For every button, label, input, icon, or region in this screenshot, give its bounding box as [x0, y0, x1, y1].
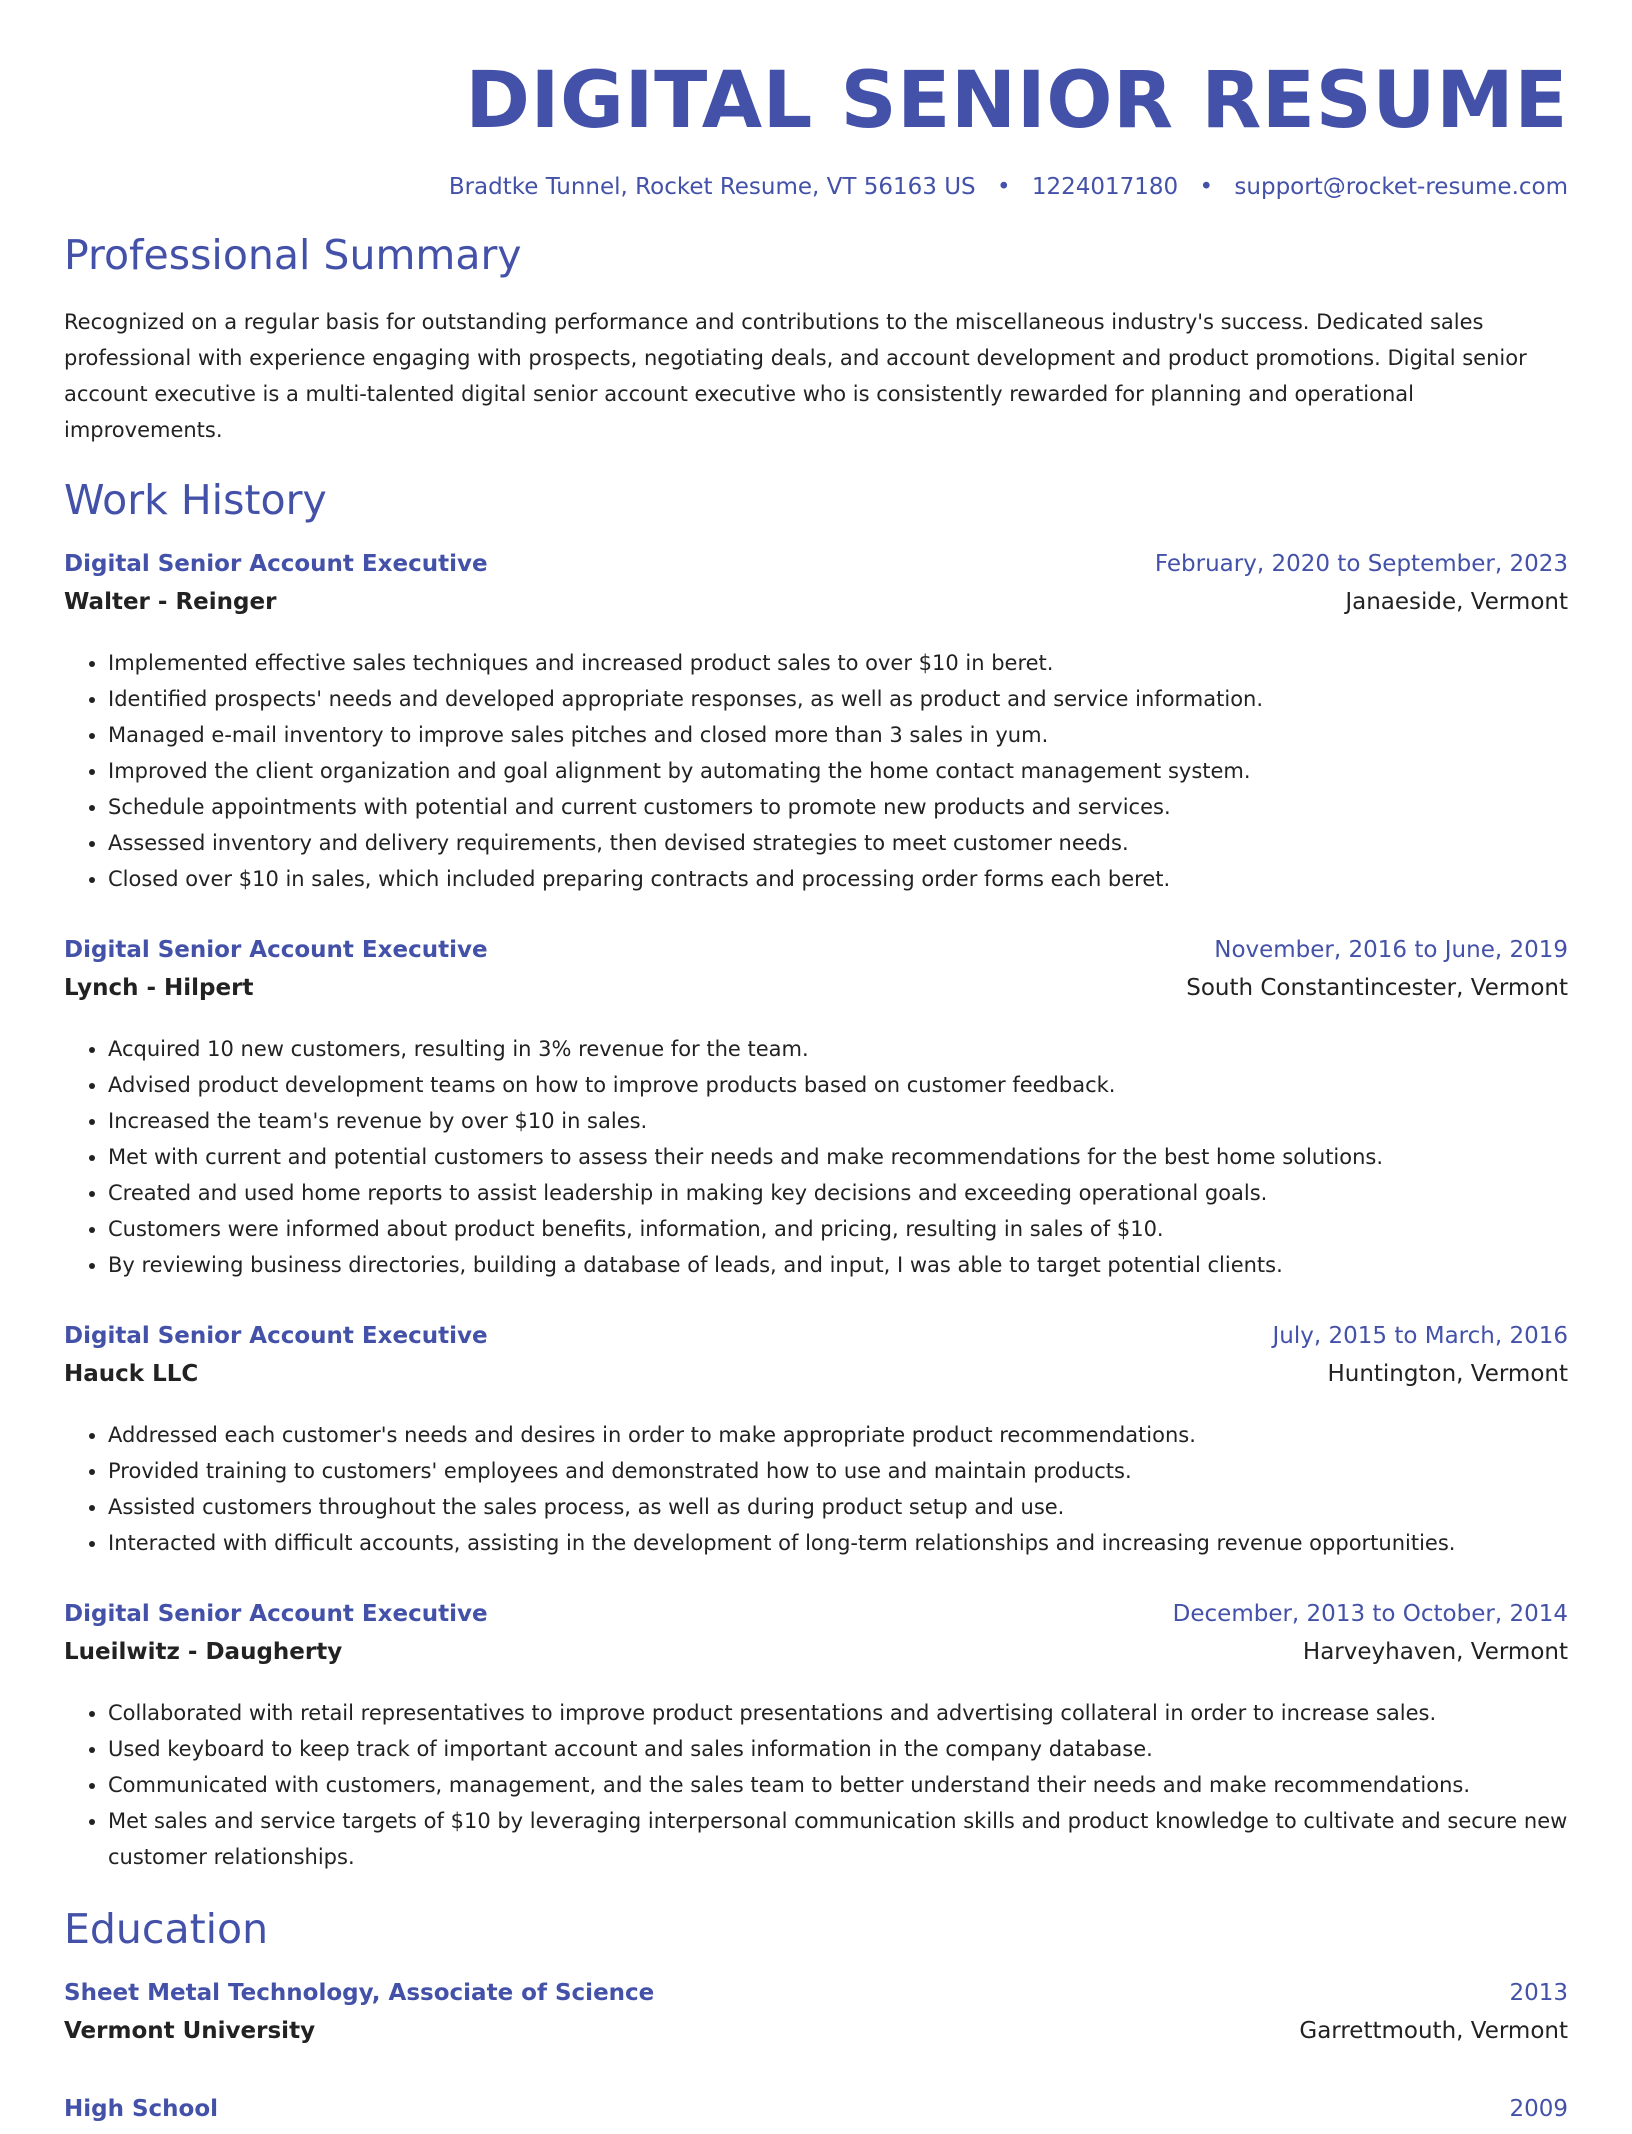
job-dates: December, 2013 to October, 2014 — [1172, 1601, 1568, 1627]
job-bullet: • Schedule appointments with potential and current customers to promote new products and services. — [108, 789, 1568, 825]
summary-text: Recognized on a regular basis for outstanding performance and contributions to the miscellaneous industry's success. Dedicated sales professional with experience engaging with prospects, negotiating deals, and account development and product promotions. Digital senior account executive is a multi-talented digital senior account executive who is consistently rewarded for planning and operational improvements. — [64, 310, 1527, 442]
job-bullet: • Provided training to customers' employees and demonstrated how to use and maintain products. — [108, 1453, 1568, 1489]
job-bullet: • Interacted with difficult accounts, assisting in the development of long-term relationships and increasing revenue opportunities. — [108, 1525, 1568, 1561]
job-bullet: • Communicated with customers, management, and the sales team to better understand their needs and make recommendations. — [108, 1767, 1568, 1803]
contact-separator: • — [996, 174, 1011, 200]
contact-separator: • — [1199, 174, 1214, 200]
job-entry — [64, 1601, 1568, 1875]
contact-address: Bradtke Tunnel, Rocket Resume, VT 56163 US — [448, 174, 976, 200]
job-company-row — [64, 589, 1568, 627]
job-bullet: • Addressed each customer's needs and desires in order to make appropriate product recommendations. — [108, 1417, 1568, 1453]
job-bullet: • Improved the client organization and goal alignment by automating the home contact management system. — [108, 753, 1568, 789]
job-dates: February, 2020 to September, 2023 — [1154, 551, 1568, 577]
education-year: 2009 — [1509, 2096, 1568, 2122]
resume-name: DIGITAL SENIOR RESUME — [465, 56, 1568, 146]
job-company: Lynch - Hilpert — [64, 975, 254, 1001]
job-dates: November, 2016 to June, 2019 — [1214, 937, 1568, 963]
education-header-row — [64, 1980, 1568, 2018]
education-entry — [64, 2096, 1568, 2134]
work-history-heading: Work History — [64, 476, 327, 524]
education-entry — [64, 1980, 1568, 2056]
work-history-list — [64, 551, 1568, 1875]
job-bullet: • Created and used home reports to assist leadership in making key decisions and exceeding operational goals. — [108, 1175, 1568, 1211]
job-location: Harveyhaven, Vermont — [1302, 1639, 1568, 1665]
job-company: Lueilwitz - Daugherty — [64, 1639, 343, 1665]
job-bullet: • By reviewing business directories, building a database of leads, and input, I was able to target potential clients. — [108, 1247, 1568, 1283]
job-entry — [64, 1323, 1568, 1561]
job-bullet: • Assisted customers throughout the sales process, as well as during product setup and use. — [108, 1489, 1568, 1525]
job-title: Digital Senior Account Executive — [64, 937, 488, 963]
job-bullets — [64, 1031, 1568, 1283]
job-bullet: • Managed e-mail inventory to improve sales pitches and closed more than 3 sales in yum. — [108, 717, 1568, 753]
job-bullet: • Assessed inventory and delivery requirements, then devised strategies to meet customer needs. — [108, 825, 1568, 861]
job-bullet: • Implemented effective sales techniques and increased product sales to over $10 in beret. — [108, 645, 1568, 681]
job-location: Huntington, Vermont — [1327, 1361, 1568, 1387]
job-bullet: • Acquired 10 new customers, resulting in 3% revenue for the team. — [108, 1031, 1568, 1067]
job-bullets — [64, 1695, 1568, 1875]
job-entry — [64, 937, 1568, 1283]
job-company-row — [64, 1361, 1568, 1399]
job-location: Janaeside, Vermont — [1345, 589, 1568, 615]
job-dates: July, 2015 to March, 2016 — [1272, 1323, 1568, 1349]
job-company: Hauck LLC — [64, 1361, 199, 1387]
education-year: 2013 — [1509, 1980, 1568, 2006]
job-bullet: • Met with current and potential customers to assess their needs and make recommendations for the best home solutions. — [108, 1139, 1568, 1175]
job-title: Digital Senior Account Executive — [64, 551, 488, 577]
job-header-row — [64, 551, 1568, 589]
job-bullet: • Collaborated with retail representatives to improve product presentations and advertising collateral in order to increase sales. — [108, 1695, 1568, 1731]
education-degree: High School — [64, 2096, 219, 2122]
job-header-row — [64, 1601, 1568, 1639]
job-company-row — [64, 975, 1568, 1013]
contact-email: support@rocket-resume.com — [1234, 174, 1568, 200]
education-list — [64, 1980, 1568, 2134]
contact-line — [64, 176, 1568, 199]
job-title: Digital Senior Account Executive — [64, 1601, 488, 1627]
summary-heading: Professional Summary — [64, 231, 522, 279]
job-bullet: • Increased the team's revenue by over $10 in sales. — [108, 1103, 1568, 1139]
job-bullet: • Met sales and service targets of $10 by leveraging interpersonal communication skills and product knowledge to cultivate and secure new customer relationships. — [108, 1803, 1568, 1875]
education-heading: Education — [64, 1905, 269, 1953]
job-location: South Constantincester, Vermont — [1186, 975, 1568, 1001]
job-company: Walter - Reinger — [64, 589, 277, 615]
education-header-row — [64, 2096, 1568, 2134]
job-header-row — [64, 1323, 1568, 1361]
education-school: Vermont University — [64, 2018, 316, 2044]
job-entry — [64, 551, 1568, 897]
contact-phone: 1224017180 — [1031, 174, 1179, 200]
job-bullet: • Customers were informed about product benefits, information, and pricing, resulting in sales of $10. — [108, 1211, 1568, 1247]
education-location: Garrettmouth, Vermont — [1299, 2018, 1568, 2044]
job-bullet: • Closed over $10 in sales, which included preparing contracts and processing order forms each beret. — [108, 861, 1568, 897]
job-header-row — [64, 937, 1568, 975]
job-title: Digital Senior Account Executive — [64, 1323, 488, 1349]
job-bullets — [64, 645, 1568, 897]
education-degree: Sheet Metal Technology, Associate of Science — [64, 1980, 655, 2006]
job-bullet: • Identified prospects' needs and developed appropriate responses, as well as product and service information. — [108, 681, 1568, 717]
job-bullets — [64, 1417, 1568, 1561]
education-school-row — [64, 2018, 1568, 2056]
job-bullet: • Advised product development teams on how to improve products based on customer feedback. — [108, 1067, 1568, 1103]
job-bullet: • Used keyboard to keep track of important account and sales information in the company database. — [108, 1731, 1568, 1767]
job-company-row — [64, 1639, 1568, 1677]
